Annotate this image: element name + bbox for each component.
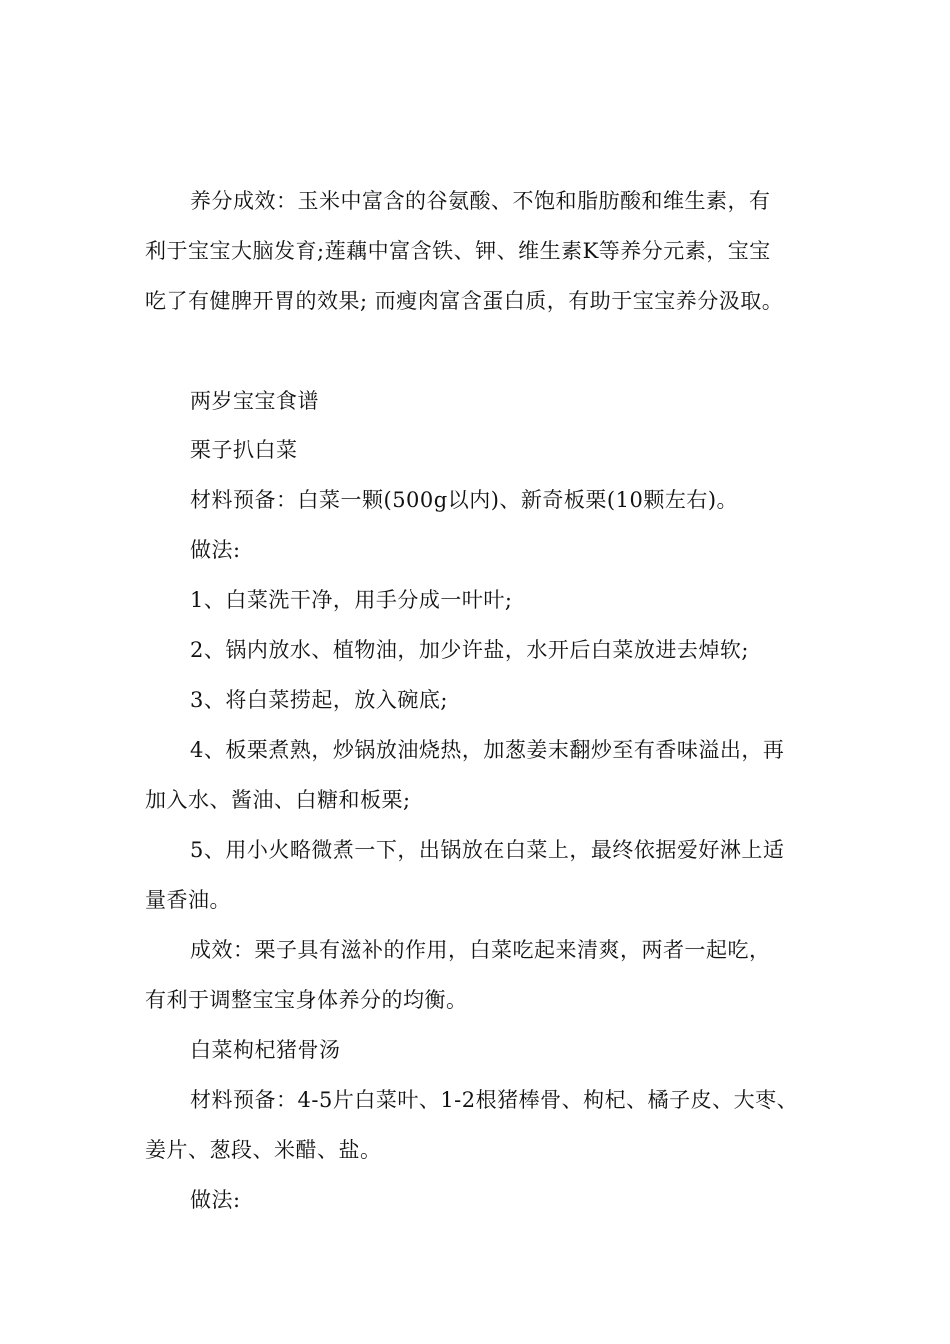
intro-line-3: 吃了有健脾开胃的效果; 而瘦肉富含蛋白质，有助于宝宝养分汲取。 <box>145 289 784 313</box>
recipe1-step-5-line-2: 量香油。 <box>145 888 231 912</box>
recipe1-title: 栗子扒白菜 <box>190 438 298 462</box>
intro-line-2: 利于宝宝大脑发育;莲藕中富含铁、钾、维生素K等养分元素，宝宝 <box>145 239 771 263</box>
recipe1-step-3: 3、将白菜捞起，放入碗底; <box>190 688 448 712</box>
recipe2-method-label: 做法: <box>190 1188 241 1212</box>
recipe2-title: 白菜枸杞猪骨汤 <box>190 1038 341 1062</box>
recipe1-effect-line-1: 成效：栗子具有滋补的作用，白菜吃起来清爽，两者一起吃， <box>190 938 771 962</box>
recipe1-effect-line-2: 有利于调整宝宝身体养分的均衡。 <box>145 988 468 1012</box>
recipe1-step-1: 1、白菜洗干净，用手分成一叶叶; <box>190 588 513 612</box>
recipe1-materials: 材料预备：白菜一颗(500g以内)、新奇板栗(10颗左右)。 <box>190 488 739 512</box>
recipe1-method-label: 做法: <box>190 538 241 562</box>
recipe2-materials-line-1: 材料预备：4-5片白菜叶、1-2根猪棒骨、枸杞、橘子皮、大枣、 <box>190 1088 799 1112</box>
recipe1-step-4-line-1: 4、板栗煮熟，炒锅放油烧热，加葱姜末翻炒至有香味溢出，再 <box>190 738 785 762</box>
intro-line-1: 养分成效：玉米中富含的谷氨酸、不饱和脂肪酸和维生素，有 <box>190 189 771 213</box>
recipe1-step-5-line-1: 5、用小火略微煮一下，出锅放在白菜上，最终依据爱好淋上适 <box>190 838 785 862</box>
section-title: 两岁宝宝食谱 <box>190 389 319 413</box>
recipe2-materials-line-2: 姜片、葱段、米醋、盐。 <box>145 1138 382 1162</box>
recipe1-step-4-line-2: 加入水、酱油、白糖和板栗; <box>145 788 411 812</box>
recipe1-step-2: 2、锅内放水、植物油，加少许盐，水开后白菜放进去焯软; <box>190 638 749 662</box>
